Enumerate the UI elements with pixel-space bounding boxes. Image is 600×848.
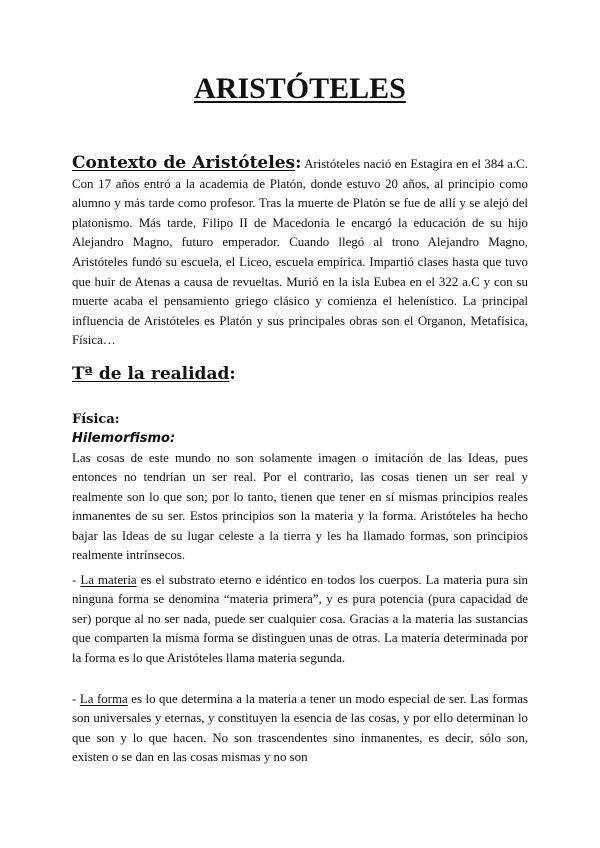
context-text: Aristóteles nació en Estagira en el 384 a.C. Con 17 años entró a la academia de Platón, donde estuvo 20 años, al principio como alumno y más tarde como profesor. Tras la muerte de Platón se fue de allí y se alejó del platonismo. Más tarde, Filipo II de Macedonia le encargó la educación de su hijo Alejandro Magno, futuro emperador. Cuando llegó al trono Alejandro Magno, Aristóteles fundó su escuela, el Liceo, escuela empírica. Impartió clases hasta que tuvo que huir de Atenas a causa de revueltas. Murió en la isla Eubea en el 322 a.C y con su muerte acaba el pensamiento griego clásico y comienza el helenístico. La principal influencia de Aristóteles es Platón y sus principales obras son el Organon, Metafísica, Física… [72,157,528,348]
reality-heading-colon: : [229,364,236,384]
fisica-label: Física: [72,412,120,427]
forma-term: La forma [79,692,128,706]
materia-dash: - [72,573,81,587]
forma-text: es lo que determina a la materia a tener un modo especial de ser. Las formas son universales y eternas, y constituyen la esencia de las cosas, y por ello determinan lo que son y lo que hacen. No son trascendentes sino inmanentes, es decir, sólo son, existen o se dan en las cosas mismas y no son [72,692,529,765]
forma-paragraph [72,690,528,768]
hilemorfismo-label: Hilemorfismo: [72,431,176,446]
context-heading-colon: : [295,153,302,173]
materia-paragraph [72,571,528,668]
page-title: ARISTÓTELES [194,72,406,105]
context-paragraph [72,154,528,351]
context-heading: Contexto de Aristóteles [72,153,296,173]
hilemorfismo-paragraph: Las cosas de este mundo no son solamente imagen o imitación de las Ideas, pues entonces no tendrían un ser real. Por el contrario, las cosas tienen un ser real y realmente son lo que son; por lo tanto, tienen que tener en sí mismas principios reales inmanentes de su ser. Estos principios son la materia y la forma. Aristóteles ha hecho bajar las Ideas de su lugar celeste a la tierra y les ha llamado formas, son principios realmente intrínsecos. [72,451,528,563]
reality-heading-text: Tª de la realidad [72,364,230,384]
materia-term: La materia [80,573,137,587]
reality-heading [72,364,236,384]
materia-text: es el substrato eterno e idéntico en todos los cuerpos. La materia pura sin ninguna forma se denomina “materia primera”, y es pura potencia (pura capacidad de ser) porque al no ser nada, puede ser cualquier cosa. Gracias a la materia las sustancias que comparten la misma forma se distinguen unas de otras. La materia determinada por la forma es lo que Aristóteles llama materia segunda. [72,573,528,665]
forma-dash: - [72,692,80,706]
